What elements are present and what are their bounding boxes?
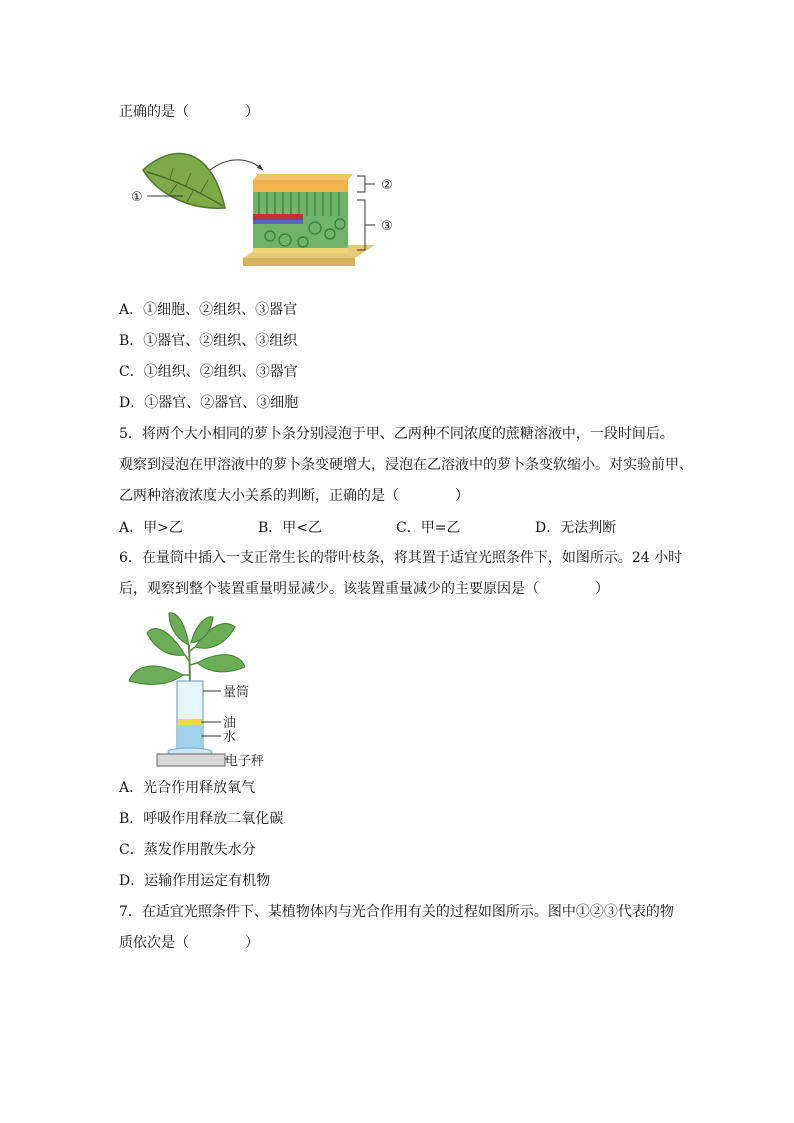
- q5-option-d: D．无法判断: [535, 520, 617, 536]
- q5-option-b: B．甲<乙: [258, 520, 323, 536]
- q4-label-2: ②: [381, 178, 393, 193]
- q5-stem-line-2: 观察到浸泡在甲溶液中的萝卜条变硬增大，浸泡在乙溶液中的萝卜条变软缩小。对实验前甲、: [119, 457, 693, 473]
- q6-option-a: A．光合作用释放氧气: [119, 780, 256, 796]
- q4-option-d: D．①器官、②器官、③细胞: [119, 395, 299, 411]
- q6-stem-line-2: 后，观察到整个装置重量明显减少。该装置重量减少的主要原因是（ ）: [119, 581, 609, 597]
- q6-option-b: B．呼吸作用释放二氧化碳: [119, 811, 284, 827]
- q6-stem-line-1: 6．在量筒中插入一支正常生长的带叶枝条，将其置于适宜光照条件下，如图所示。24 小时: [119, 550, 683, 566]
- q6-option-d: D．运输作用运定有机物: [119, 873, 271, 889]
- q4-label-3: ③: [381, 219, 393, 234]
- q4-stem-tail: 正确的是（ ）: [119, 104, 259, 120]
- q7-stem-line-2: 质依次是（ ）: [119, 935, 259, 951]
- q4-option-a: A．①细胞、②组织、③器官: [119, 302, 298, 318]
- q4-option-b: B．①器官、②组织、③组织: [119, 333, 298, 349]
- plant-cylinder-figure: [125, 605, 285, 770]
- q6-option-c: C．蒸发作用散失水分: [119, 842, 256, 858]
- q7-stem-line-1: 7．在适宜光照条件下、某植物体内与光合作用有关的过程如图所示。图中①②③代表的物: [119, 904, 674, 920]
- q5-stem-line-1: 5．将两个大小相同的萝卜条分别浸泡于甲、乙两种不同浓度的蔗糖溶液中，一段时间后。: [119, 426, 674, 442]
- q5-option-c: C．甲=乙: [396, 520, 461, 536]
- q6-label-scale: 电子秤: [225, 754, 265, 769]
- q5-stem-line-3: 乙两种溶液浓度大小关系的判断，正确的是（ ）: [119, 488, 469, 504]
- leaf-structure-figure: [125, 140, 415, 285]
- q6-label-cylinder: 量筒: [223, 685, 250, 700]
- q6-label-oil: 油: [223, 716, 237, 731]
- q6-label-water: 水: [223, 730, 237, 745]
- q5-option-a: A．甲>乙: [119, 520, 183, 536]
- q4-label-1: ①: [131, 190, 143, 205]
- q4-option-c: C．①组织、②组织、③器官: [119, 364, 298, 380]
